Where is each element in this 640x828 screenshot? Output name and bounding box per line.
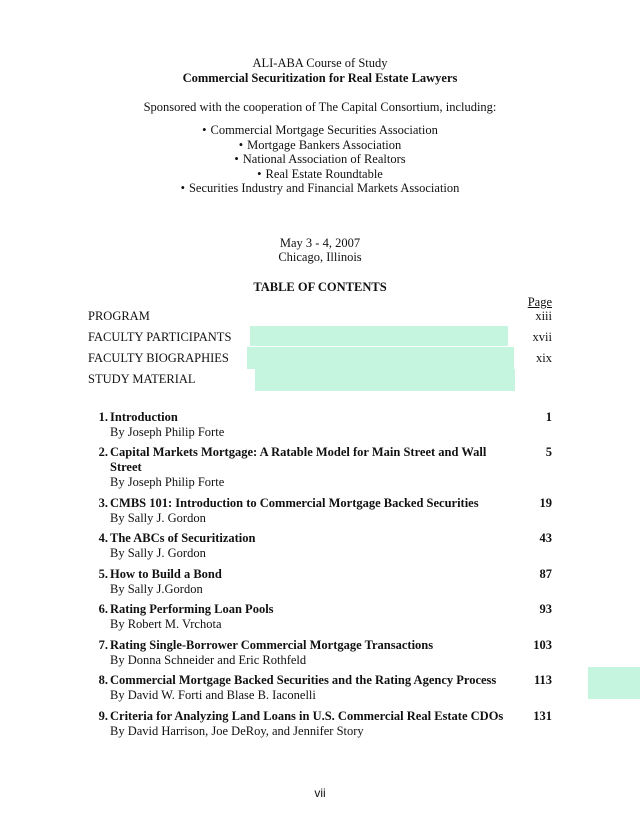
toc-item-number: 2. — [98, 445, 108, 459]
toc-section-page: xvii — [532, 330, 552, 344]
toc-item-page: 19 — [539, 496, 552, 510]
page-number: vii — [314, 786, 326, 800]
sponsor-item: • Real Estate Roundtable — [0, 167, 640, 182]
toc-section-label: FACULTY BIOGRAPHIES — [88, 351, 229, 365]
toc-item-page: 5 — [545, 445, 552, 459]
toc-item-page: 103 — [533, 638, 552, 652]
sponsor-item: • Securities Industry and Financial Markets Association — [0, 181, 640, 196]
toc-item-author: By Sally J. Gordon — [110, 511, 206, 525]
toc-item-number: 4. — [98, 531, 108, 545]
toc-section-label: STUDY MATERIAL — [88, 372, 196, 386]
toc-item-page: 93 — [539, 602, 552, 616]
toc-section-label: FACULTY PARTICIPANTS — [88, 330, 232, 344]
toc-item-page: 113 — [533, 673, 552, 687]
toc-section-page: xiii — [535, 309, 552, 323]
sponsor-item: • National Association of Realtors — [0, 152, 640, 167]
toc-item-author: By Joseph Philip Forte — [110, 475, 225, 489]
toc-item-title: Commercial Mortgage Backed Securities and the Rating Agency Process — [110, 673, 497, 687]
toc-item-author: By Donna Schneider and Eric Rothfeld — [110, 653, 307, 667]
toc-section-row[interactable] — [88, 350, 552, 366]
sponsor-item: • Commercial Mortgage Securities Association — [0, 123, 640, 138]
sponsor-list — [0, 123, 640, 196]
toc-item-author: By Robert M. Vrchota — [110, 617, 222, 631]
toc-item-title: Rating Single-Borrower Commercial Mortgage Transactions — [110, 638, 434, 652]
toc-item-number: 7. — [98, 638, 108, 652]
toc-item-title: The ABCs of Securitization — [110, 531, 256, 545]
sponsor-line: Sponsored with the cooperation of The Capital Consortium, including: — [143, 100, 497, 114]
toc-section-row[interactable] — [88, 308, 552, 324]
toc-item-title: Capital Markets Mortgage: A Ratable Model for Main Street and Wall Street — [110, 445, 487, 474]
toc-item-title: Criteria for Analyzing Land Loans in U.S. Commercial Real Estate CDOs — [110, 709, 504, 723]
course-series: ALI-ABA Course of Study — [252, 56, 388, 70]
toc-item-number: 3. — [98, 496, 108, 510]
toc-item-number: 1. — [98, 410, 108, 424]
toc-item-page: 87 — [539, 567, 552, 581]
toc-item-number: 6. — [98, 602, 108, 616]
toc-item-author: By Joseph Philip Forte — [110, 425, 225, 439]
toc-item-title: CMBS 101: Introduction to Commercial Mortgage Backed Securities — [110, 496, 479, 510]
course-title: Commercial Securitization for Real Estate Lawyers — [182, 71, 458, 85]
toc-item-title: Rating Performing Loan Pools — [110, 602, 274, 616]
toc-item-title: Introduction — [110, 410, 178, 424]
event-dates: May 3 - 4, 2007 — [279, 236, 361, 250]
toc-section-page: xix — [536, 351, 552, 365]
edge-highlight-tab — [588, 667, 640, 699]
toc-heading: TABLE OF CONTENTS — [253, 280, 387, 294]
toc-item-number: 8. — [98, 673, 108, 687]
toc-item-page: 131 — [533, 709, 552, 723]
toc-item-number: 9. — [98, 709, 108, 723]
sponsor-item: • Mortgage Bankers Association — [0, 138, 640, 153]
toc-item-author: By Sally J.Gordon — [110, 582, 203, 596]
toc-section-row[interactable] — [88, 329, 552, 345]
toc-item-title: How to Build a Bond — [110, 567, 222, 581]
toc-section-row[interactable] — [88, 371, 552, 387]
toc-item-page: 1 — [545, 410, 552, 424]
toc-section-label: PROGRAM — [88, 309, 150, 323]
toc-item-author: By David W. Forti and Blase B. Iaconelli — [110, 688, 316, 702]
toc-item-page: 43 — [539, 531, 552, 545]
toc-item-author: By Sally J. Gordon — [110, 546, 206, 560]
page-column-label: Page — [527, 295, 552, 309]
event-location: Chicago, Illinois — [278, 250, 362, 264]
toc-item-number: 5. — [98, 567, 108, 581]
toc-item-author: By David Harrison, Joe DeRoy, and Jennifer Story — [110, 724, 364, 738]
